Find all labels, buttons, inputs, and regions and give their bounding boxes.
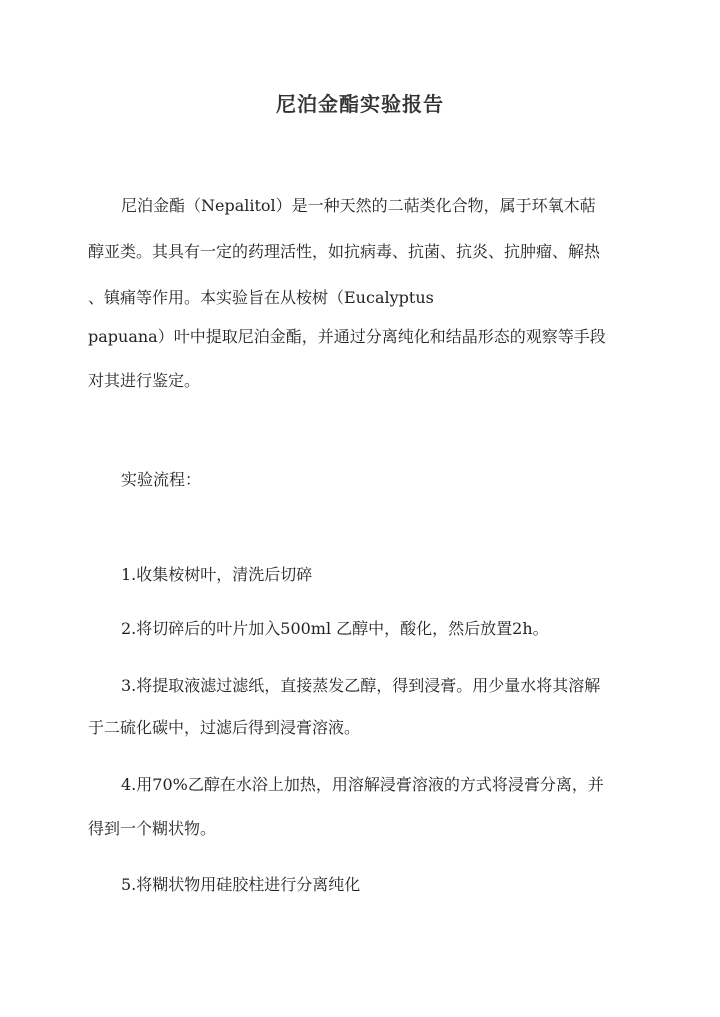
intro-line-1: 尼泊金酯（Nepalitol）是一种天然的二萜类化合物，属于环氧木萜 — [121, 196, 596, 215]
step-3-line-1: 3.将提取液滤过滤纸，直接蒸发乙醇，得到浸膏。用少量水将其溶解 — [121, 676, 601, 695]
intro-line-4: papuana）叶中提取尼泊金酯，并通过分离纯化和结晶形态的观察等手段 — [88, 327, 606, 346]
step-3-line-2: 于二硫化碳中，过滤后得到浸膏溶液。 — [88, 718, 361, 737]
step-4-line-1: 4.用70%乙醇在水浴上加热，用溶解浸膏溶液的方式将浸膏分离，并 — [121, 775, 604, 794]
step-5-line-1: 5.将糊状物用硅胶柱进行分离纯化 — [121, 875, 361, 894]
step-1-line-1: 1.收集桉树叶，清洗后切碎 — [121, 565, 313, 584]
step-4-line-2: 得到一个糊状物。 — [88, 819, 217, 838]
procedure-heading: 实验流程： — [121, 470, 202, 489]
intro-line-5: 对其进行鉴定。 — [88, 371, 201, 390]
intro-line-2: 醇亚类。其具有一定的药理活性，如抗病毒、抗菌、抗炎、抗肿瘤、解热 — [88, 242, 601, 261]
document-title: 尼泊金酯实验报告 — [276, 92, 444, 116]
intro-line-3: 、镇痛等作用。本实验旨在从桉树（Eucalyptus — [88, 288, 434, 307]
step-2-line-1: 2.将切碎后的叶片加入500ml 乙醇中，酸化，然后放置2h。 — [121, 619, 549, 638]
